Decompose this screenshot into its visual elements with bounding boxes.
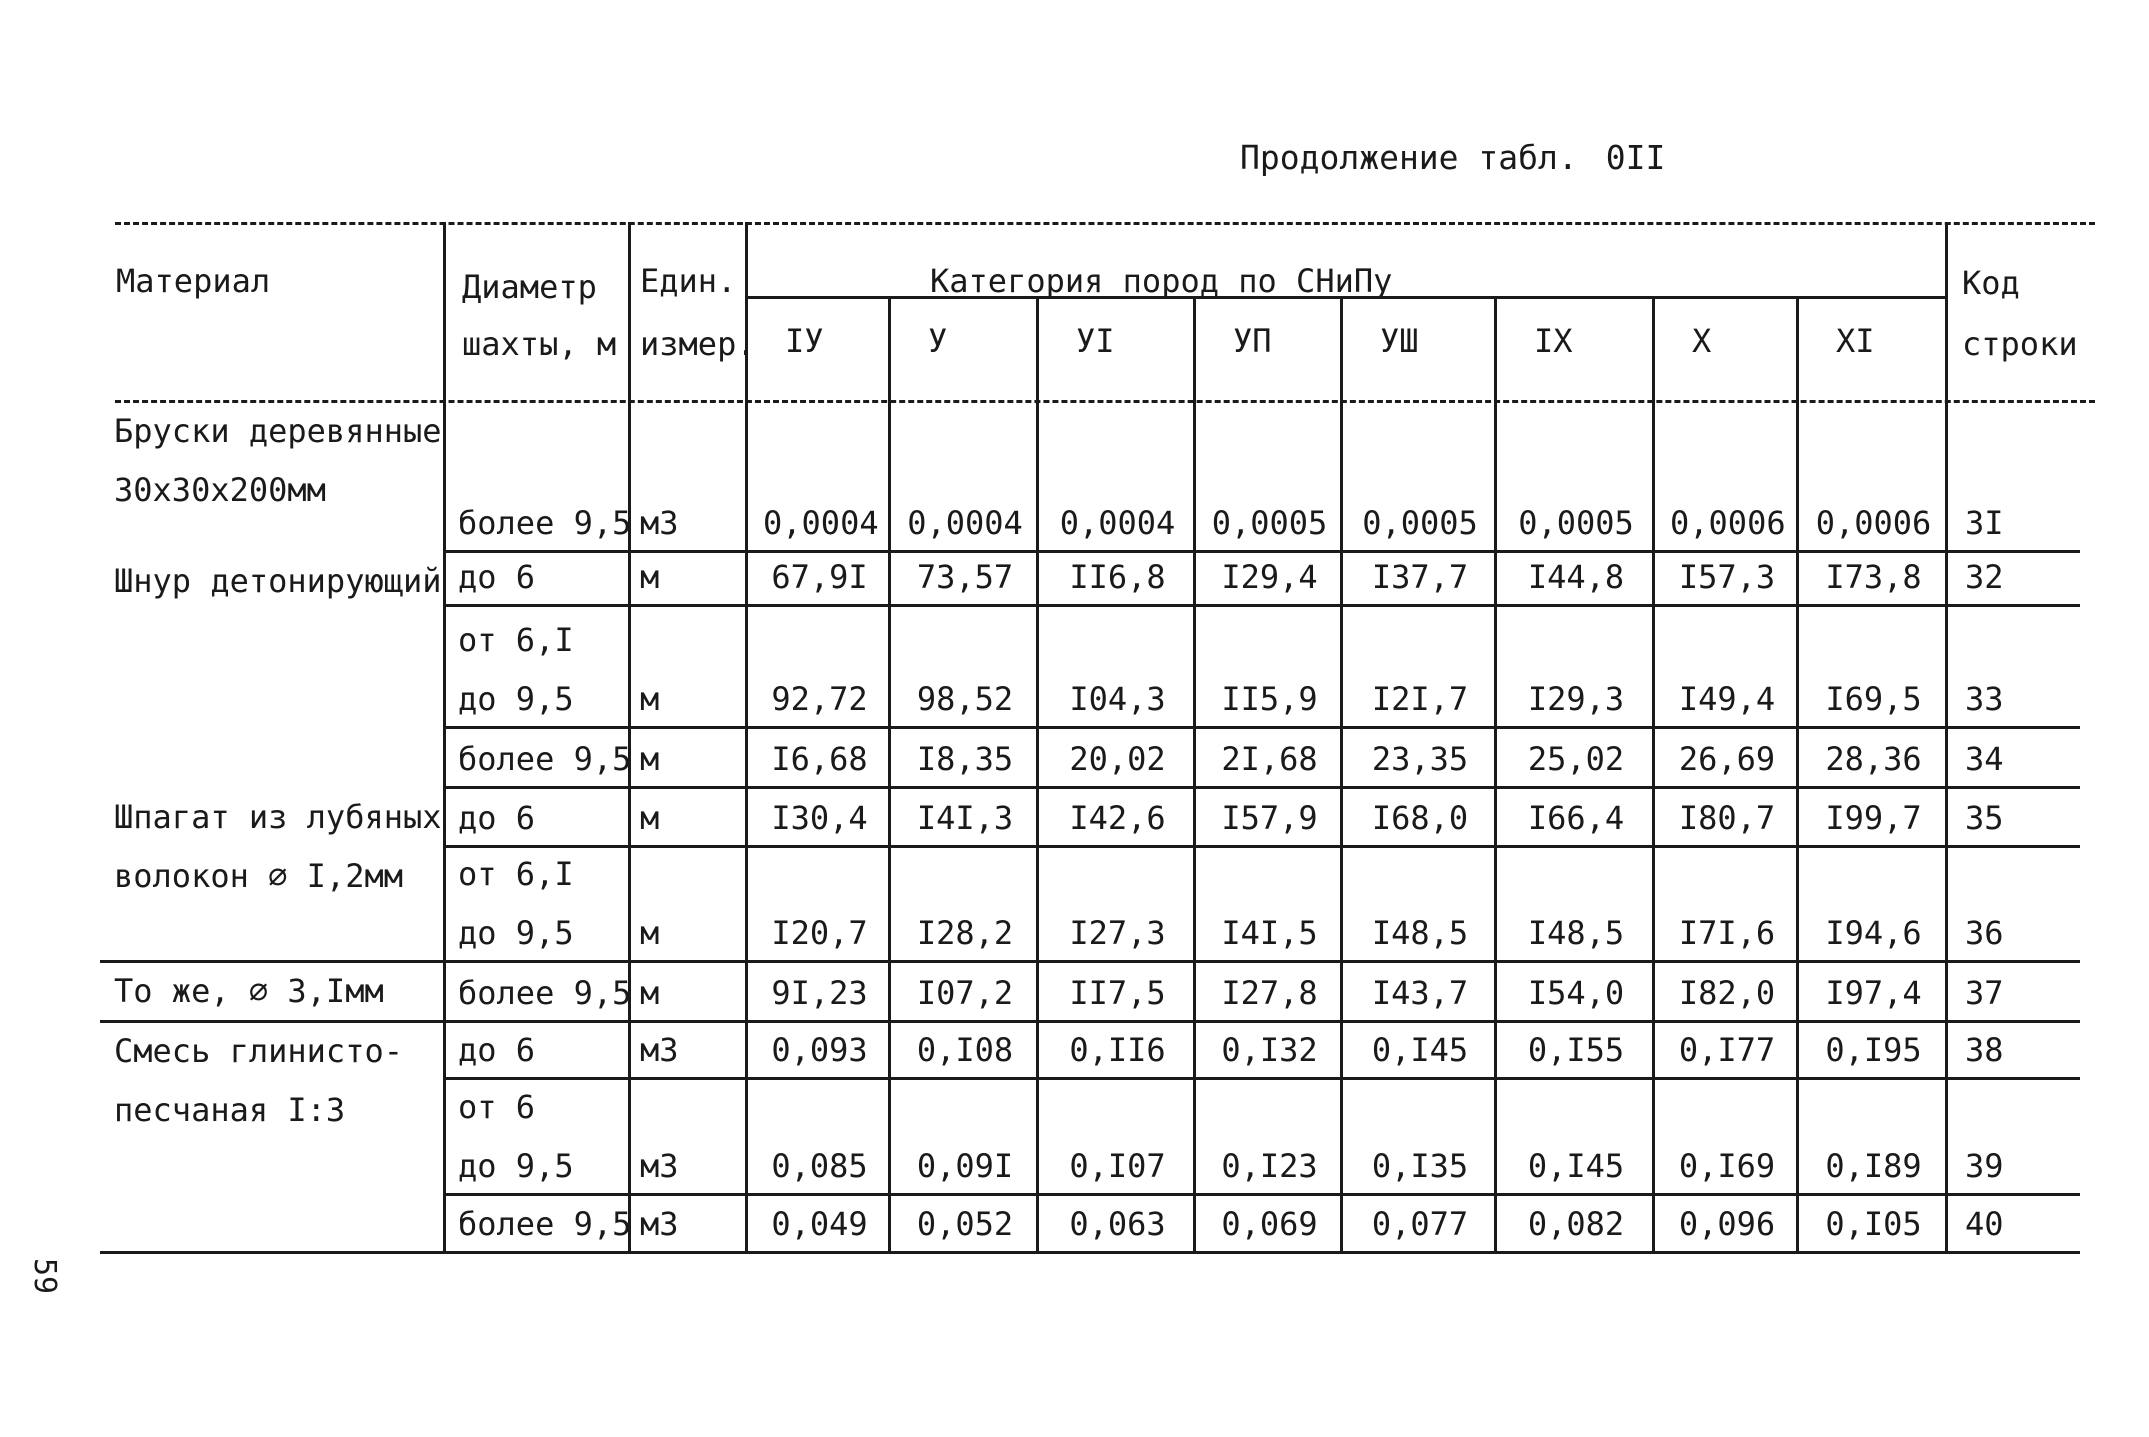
value-cell: II6,8 <box>1069 558 1166 596</box>
diameter-cell: от 6,I <box>458 621 574 659</box>
header-material: Материал <box>116 262 271 300</box>
header-column-rule <box>745 222 748 400</box>
value-cell: 0,096 <box>1678 1205 1776 1243</box>
value-cell: I49,4 <box>1678 680 1776 718</box>
unit-cell: м3 <box>640 1205 679 1243</box>
body-column-rule <box>1652 400 1655 1251</box>
header-category-6: X <box>1692 322 1712 360</box>
row-rule <box>443 550 2080 553</box>
value-cell: 0,I89 <box>1825 1147 1922 1185</box>
value-cell: I27,8 <box>1221 974 1318 1012</box>
value-cell: 0,093 <box>771 1031 868 1069</box>
header-column-rule <box>628 222 631 400</box>
value-cell: I29,3 <box>1527 680 1625 718</box>
diameter-cell: до 6 <box>458 1031 536 1069</box>
header-diameter-line1: Диаметр <box>462 268 597 306</box>
material-cell: Бруски деревянные <box>114 412 442 450</box>
value-cell: I57,3 <box>1678 558 1776 596</box>
value-cell: 0,0005 <box>1362 504 1478 542</box>
value-cell: I80,7 <box>1678 799 1776 837</box>
body-column-rule <box>1193 400 1196 1251</box>
value-cell: I68,0 <box>1371 799 1469 837</box>
value-cell: I94,6 <box>1825 914 1922 952</box>
unit-cell: м <box>640 974 660 1012</box>
value-cell: I99,7 <box>1825 799 1922 837</box>
value-cell: 0,I23 <box>1221 1147 1318 1185</box>
code-cell: 37 <box>1965 974 2004 1012</box>
header-code-line2: строки <box>1962 325 2078 363</box>
header-category-0: IУ <box>785 322 824 360</box>
value-cell: I43,7 <box>1371 974 1469 1012</box>
caption-table-number: 0II <box>1605 138 1666 177</box>
value-cell: 0,I55 <box>1527 1031 1625 1069</box>
diameter-cell: от 6,I <box>458 855 574 893</box>
header-category-1: У <box>928 322 948 360</box>
value-cell: 0,077 <box>1371 1205 1469 1243</box>
value-cell: 0,082 <box>1527 1205 1625 1243</box>
body-column-rule <box>443 400 446 1251</box>
header-category-3: УП <box>1233 322 1272 360</box>
material-cell: 30х30х200мм <box>114 471 326 509</box>
value-cell: 0,0005 <box>1518 504 1634 542</box>
value-cell: I2I,7 <box>1371 680 1469 718</box>
code-cell: 3I <box>1965 504 2004 542</box>
diameter-cell: до 9,5 <box>458 1147 574 1185</box>
header-category-rule <box>1193 296 1196 400</box>
value-cell: 0,0006 <box>1815 504 1932 542</box>
value-cell: I48,5 <box>1527 914 1625 952</box>
header-category-rule <box>1796 296 1799 400</box>
header-top-dashed-rule <box>115 222 2095 225</box>
row-rule <box>443 786 2080 789</box>
value-cell: 0,I69 <box>1678 1147 1776 1185</box>
value-cell: 0,I32 <box>1221 1031 1318 1069</box>
code-cell: 36 <box>1965 914 2004 952</box>
value-cell: 0,0004 <box>907 504 1023 542</box>
value-cell: I97,4 <box>1825 974 1922 1012</box>
header-category-rule <box>1036 296 1039 400</box>
value-cell: 0,09I <box>916 1147 1014 1185</box>
value-cell: 73,57 <box>916 558 1014 596</box>
row-rule <box>443 845 2080 848</box>
table-caption <box>1240 138 1665 177</box>
value-cell: I66,4 <box>1527 799 1625 837</box>
material-cell: Шпагат из лубяных <box>114 798 442 836</box>
value-cell: 0,I08 <box>916 1031 1014 1069</box>
value-cell: 0,0004 <box>1059 504 1176 542</box>
diameter-cell: более 9,5 <box>458 974 632 1012</box>
row-rule <box>443 1077 2080 1080</box>
header-category-title: Категория пород по СНиПу <box>930 262 1393 300</box>
value-cell: 28,36 <box>1825 740 1922 778</box>
value-cell: I42,6 <box>1069 799 1166 837</box>
value-cell: 0,I95 <box>1825 1031 1922 1069</box>
value-cell: 9I,23 <box>771 974 868 1012</box>
value-cell: I28,2 <box>916 914 1014 952</box>
value-cell: 0,I45 <box>1527 1147 1625 1185</box>
row-rule <box>100 1020 2080 1023</box>
value-cell: 98,52 <box>916 680 1014 718</box>
value-cell: I4I,5 <box>1221 914 1318 952</box>
code-cell: 35 <box>1965 799 2004 837</box>
diameter-cell: более 9,5 <box>458 740 632 778</box>
diameter-cell: более 9,5 <box>458 504 632 542</box>
value-cell: I54,0 <box>1527 974 1625 1012</box>
body-column-rule <box>1796 400 1799 1251</box>
value-cell: 92,72 <box>771 680 868 718</box>
row-rule <box>100 1251 2080 1254</box>
value-cell: I30,4 <box>771 799 868 837</box>
body-column-rule <box>1945 400 1948 1251</box>
value-cell: 0,052 <box>916 1205 1014 1243</box>
value-cell: 20,02 <box>1069 740 1166 778</box>
value-cell: I73,8 <box>1825 558 1922 596</box>
body-column-rule <box>745 400 748 1251</box>
value-cell: I48,5 <box>1371 914 1469 952</box>
unit-cell: м3 <box>640 1147 679 1185</box>
material-cell: волокон ∅ I,2мм <box>114 857 403 895</box>
row-rule <box>100 960 2080 963</box>
unit-cell: м <box>640 799 660 837</box>
value-cell: 0,I45 <box>1371 1031 1469 1069</box>
value-cell: 0,I77 <box>1678 1031 1776 1069</box>
value-cell: 0,I07 <box>1069 1147 1166 1185</box>
value-cell: 23,35 <box>1371 740 1469 778</box>
value-cell: 0,I35 <box>1371 1147 1469 1185</box>
body-column-rule <box>1340 400 1343 1251</box>
material-cell: песчаная I:3 <box>114 1091 346 1129</box>
header-column-rule <box>443 222 446 400</box>
value-cell: 2I,68 <box>1221 740 1318 778</box>
code-cell: 32 <box>1965 558 2004 596</box>
header-category-rule <box>1652 296 1655 400</box>
value-cell: 26,69 <box>1678 740 1776 778</box>
unit-cell: м <box>640 680 660 718</box>
value-cell: 0,0006 <box>1670 504 1786 542</box>
material-cell: Смесь глинисто- <box>114 1032 403 1070</box>
header-unit-line2: измер. <box>640 325 756 363</box>
header-code-line1: Код <box>1962 264 2020 302</box>
value-cell: 0,063 <box>1069 1205 1166 1243</box>
value-cell: 0,I05 <box>1825 1205 1922 1243</box>
header-unit-line1: Един. <box>640 262 737 300</box>
value-cell: 0,049 <box>771 1205 868 1243</box>
value-cell: I37,7 <box>1371 558 1469 596</box>
caption-label: Продолжение табл. <box>1240 138 1578 177</box>
code-cell: 39 <box>1965 1147 2004 1185</box>
material-cell: То же, ∅ 3,Iмм <box>114 972 384 1010</box>
body-column-rule <box>1036 400 1039 1251</box>
value-cell: I57,9 <box>1221 799 1318 837</box>
value-cell: I8,35 <box>916 740 1014 778</box>
value-cell: I07,2 <box>916 974 1014 1012</box>
unit-cell: м <box>640 558 660 596</box>
unit-cell: м3 <box>640 504 679 542</box>
diameter-cell: до 9,5 <box>458 680 574 718</box>
page-number: 59 <box>27 1258 62 1295</box>
header-category-rule <box>1340 296 1343 400</box>
value-cell: I04,3 <box>1069 680 1166 718</box>
diameter-cell: до 6 <box>458 799 536 837</box>
unit-cell: м <box>640 740 660 778</box>
row-rule <box>443 726 2080 729</box>
code-cell: 33 <box>1965 680 2004 718</box>
value-cell: I29,4 <box>1221 558 1318 596</box>
value-cell: I69,5 <box>1825 680 1922 718</box>
code-cell: 40 <box>1965 1205 2004 1243</box>
value-cell: I7I,6 <box>1678 914 1776 952</box>
value-cell: I82,0 <box>1678 974 1776 1012</box>
value-cell: I6,68 <box>771 740 868 778</box>
body-column-rule <box>1494 400 1497 1251</box>
value-cell: II7,5 <box>1069 974 1166 1012</box>
diameter-cell: от 6 <box>458 1088 536 1126</box>
value-cell: 0,069 <box>1221 1205 1318 1243</box>
value-cell: I27,3 <box>1069 914 1166 952</box>
material-cell: Шнур детонирующий <box>114 562 442 600</box>
value-cell: 67,9I <box>771 558 868 596</box>
value-cell: I20,7 <box>771 914 868 952</box>
header-category-rule <box>1494 296 1497 400</box>
value-cell: I4I,3 <box>916 799 1014 837</box>
diameter-cell: до 9,5 <box>458 914 574 952</box>
header-diameter-line2: шахты, м <box>462 325 617 363</box>
value-cell: 0,0005 <box>1211 504 1328 542</box>
body-column-rule <box>888 400 891 1251</box>
value-cell: 0,085 <box>771 1147 868 1185</box>
header-category-5: IX <box>1534 322 1573 360</box>
header-category-rule <box>888 296 891 400</box>
header-category-4: УШ <box>1380 322 1419 360</box>
value-cell: I44,8 <box>1527 558 1625 596</box>
header-category-2: УI <box>1076 322 1115 360</box>
unit-cell: м3 <box>640 1031 679 1069</box>
row-rule <box>443 1193 2080 1196</box>
header-category-7: XI <box>1836 322 1875 360</box>
code-cell: 34 <box>1965 740 2004 778</box>
value-cell: II5,9 <box>1221 680 1318 718</box>
row-rule <box>443 604 2080 607</box>
diameter-cell: до 6 <box>458 558 536 596</box>
diameter-cell: более 9,5 <box>458 1205 632 1243</box>
code-cell: 38 <box>1965 1031 2004 1069</box>
value-cell: 0,0004 <box>763 504 879 542</box>
header-column-rule <box>1945 222 1948 400</box>
value-cell: 0,II6 <box>1069 1031 1166 1069</box>
value-cell: 25,02 <box>1527 740 1625 778</box>
unit-cell: м <box>640 914 660 952</box>
